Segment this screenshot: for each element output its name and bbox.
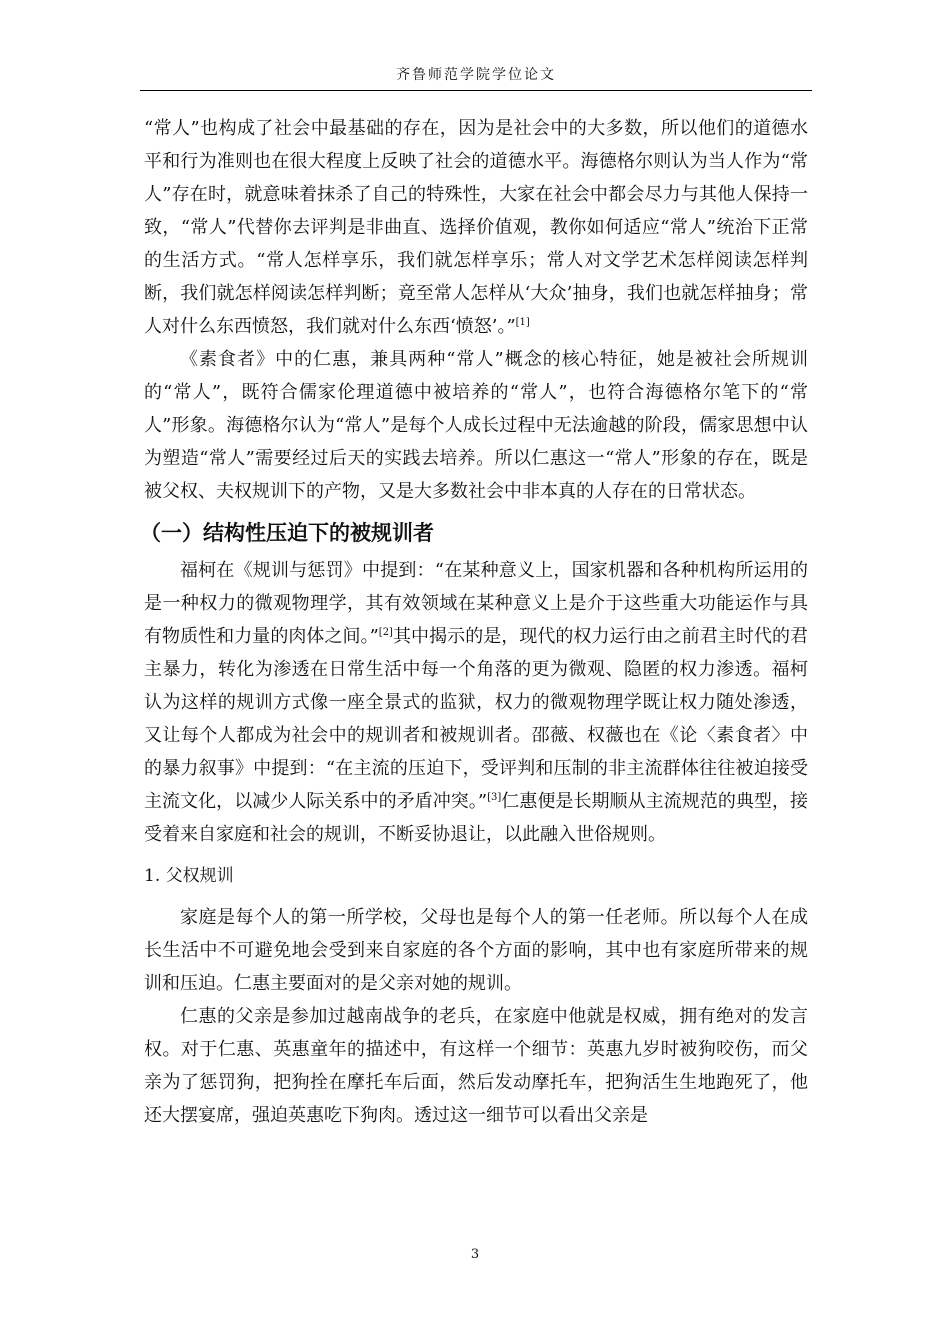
body-paragraph bbox=[144, 1000, 808, 1132]
document-body bbox=[140, 112, 809, 1132]
citation-marker: [3] bbox=[487, 792, 502, 803]
paragraph-group-section bbox=[144, 554, 808, 851]
paragraph-text: 仁惠便是长期顺从主流规范的典型，接受着来自家庭和社会的规训，不断妥协退让，以此融入世俗规则。 bbox=[144, 791, 808, 845]
body-paragraph bbox=[144, 343, 808, 508]
body-paragraph bbox=[144, 901, 808, 1000]
body-paragraph bbox=[144, 112, 808, 343]
paragraph-text: “常人”也构成了社会中最基础的存在，因为是社会中的大多数，所以他们的道德水平和行为准则也在很大程度上反映了社会的道德水平。海德格尔则认为当人作为“常人”存在时，就意味着抹杀了自己的特殊性，大家在社会中都会尽力与其他人保持一致，“常人”代替你去评判是非曲直、选择价值观，教你如何适应“常人”统治下正常的生活方式。“常人怎样享乐，我们就怎样享乐；常人对文学艺术怎样阅读怎样判断，我们就怎样阅读怎样判断；竟至常人怎样从‘大众’抽身，我们也就怎样抽身；常人对什么东西愤怒，我们就对什么东西‘愤怒’。” bbox=[144, 118, 808, 337]
subsection-heading: 1. 父权规训 bbox=[144, 866, 234, 886]
header-divider bbox=[140, 90, 812, 91]
section-heading: （一）结构性压迫下的被规训者 bbox=[140, 521, 434, 545]
paragraph-group-intro bbox=[144, 112, 808, 508]
paragraph-text: 其中揭示的是，现代的权力运行由之前君主时代的君主暴力，转化为渗透在日常生活中每一个角落的更为微观、隐匿的权力渗透。福柯认为这样的规训方式像一座全景式的监狱，权力的微观物理学既让权力随处渗透，又让每个人都成为社会中的规训者和被规训者。邵薇、权薇也在《论〈素食者〉中的暴力叙事》中提到：“在主流的压迫下，受评判和压制的非主流群体往往被迫接受主流文化，以减少人际关系中的矛盾冲突。” bbox=[144, 626, 809, 812]
paragraph-group-subsection bbox=[144, 901, 808, 1132]
paragraph-text: 仁惠的父亲是参加过越南战争的老兵，在家庭中他就是权威，拥有绝对的发言权。对于仁惠、英惠童年的描述中，有这样一个细节：英惠九岁时被狗咬伤，而父亲为了惩罚狗，把狗拴在摩托车后面，然后发动摩托车，把狗活生生地跑死了，他还大摆宴席，强迫英惠吃下狗肉。透过这一细节可以看出父亲是 bbox=[144, 1006, 808, 1126]
paragraph-text: 《素食者》中的仁惠，兼具两种“常人”概念的核心特征，她是被社会所规训的“常人”，既符合儒家伦理道德中被培养的“常人”，也符合海德格尔笔下的“常人”形象。海德格尔认为“常人”是每个人成长过程中无法逾越的阶段，儒家思想中认为塑造“常人”需要经过后天的实践去培养。所以仁惠这一“常人”形象的存在，既是被父权、夫权规训下的产物，又是大多数社会中非本真的人存在的日常状态。 bbox=[144, 349, 808, 502]
running-header: 齐鲁师范学院学位论文 bbox=[396, 67, 556, 83]
paragraph-text: 福柯在《规训与惩罚》中提到：“在某种意义上，国家机器和各种机构所运用的是一种权力的微观物理学，其有效领域在某种意义上是介于这些重大功能运作与具有物质性和力量的肉体之间。” bbox=[144, 560, 808, 647]
page-number: 3 bbox=[470, 1247, 480, 1262]
citation-marker: [2] bbox=[378, 627, 393, 638]
citation-marker: [1] bbox=[515, 317, 530, 328]
body-paragraph bbox=[144, 554, 808, 851]
paragraph-text: 家庭是每个人的第一所学校，父母也是每个人的第一任老师。所以每个人在成长生活中不可避免地会受到来自家庭的各个方面的影响，其中也有家庭所带来的规训和压迫。仁惠主要面对的是父亲对她的规训。 bbox=[144, 907, 808, 994]
